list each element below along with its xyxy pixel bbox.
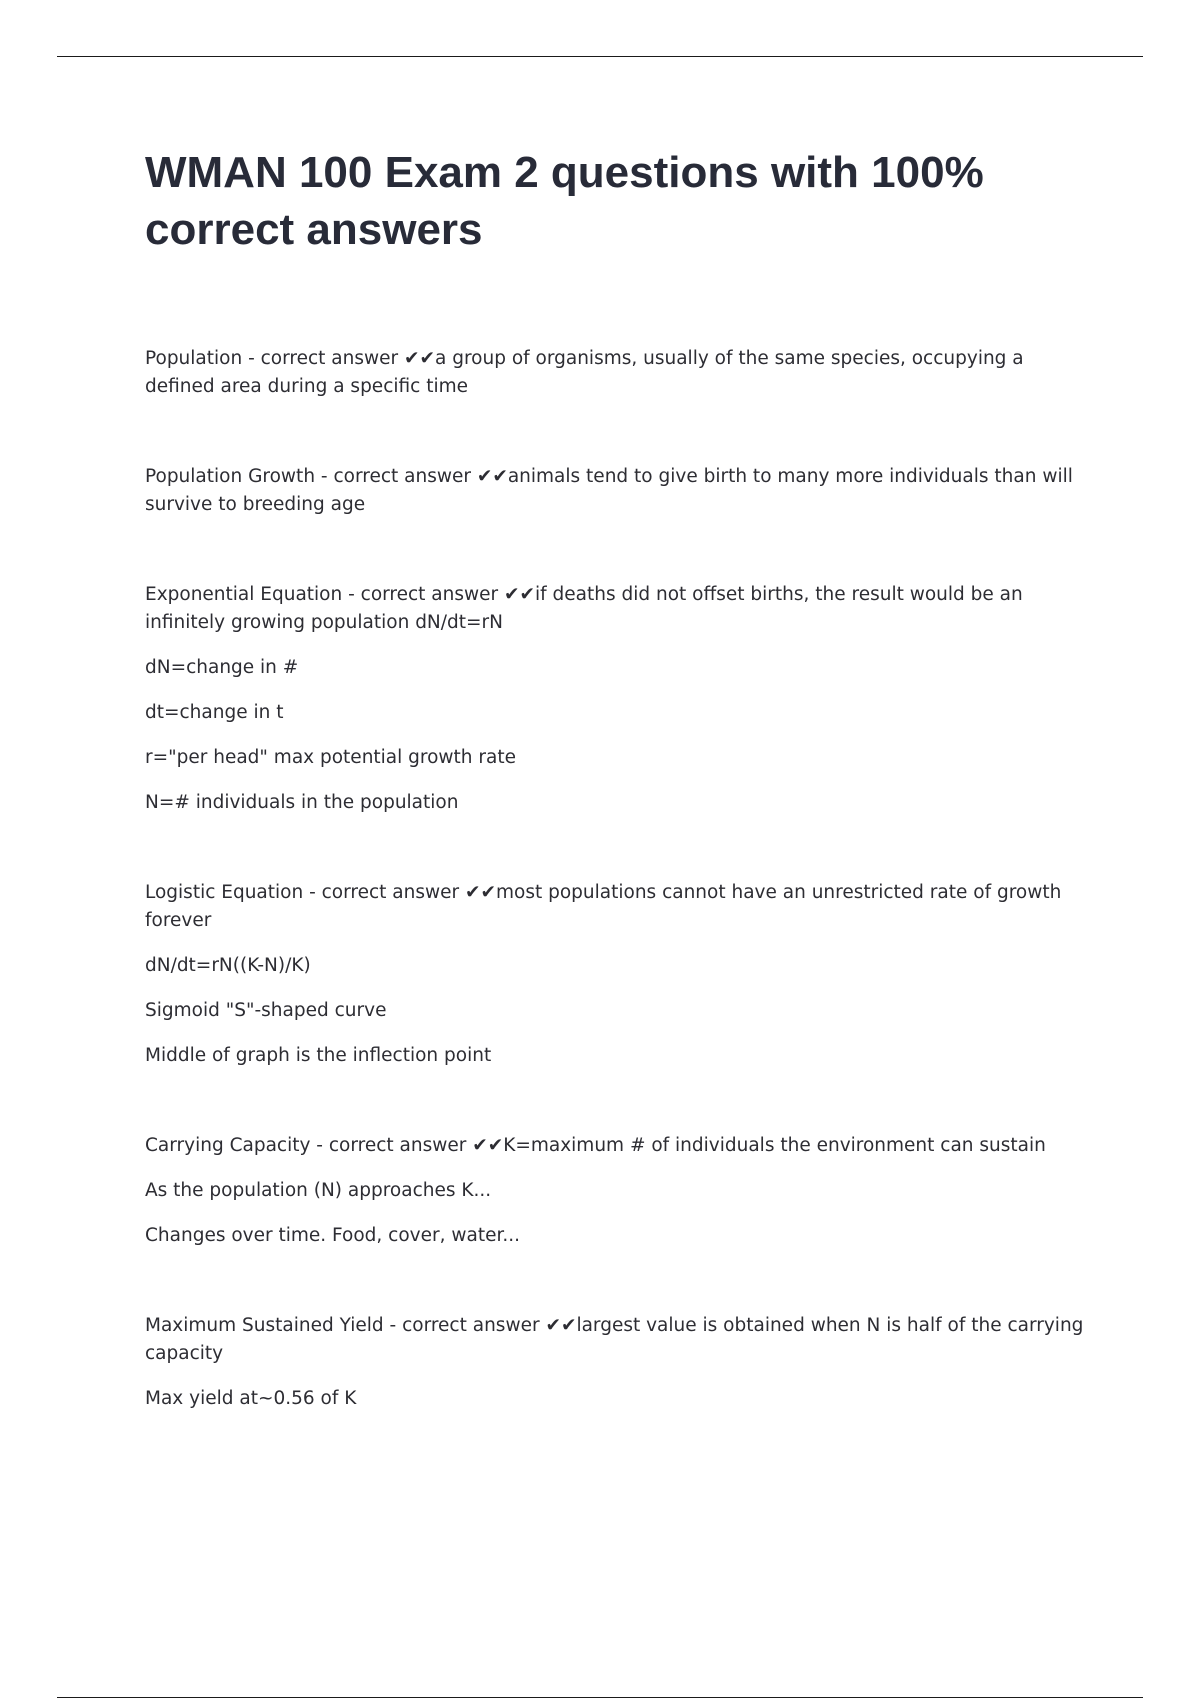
page-title: WMAN 100 Exam 2 questions with 100% correct answers xyxy=(145,148,984,254)
qa-question: Carrying Capacity - correct answer ✔✔K=maximum # of individuals the environment can sustain xyxy=(145,1135,1046,1156)
qa-detail: r="per head" max potential growth rate xyxy=(145,747,516,768)
qa-entry-logistic-equation xyxy=(145,879,1095,1070)
qa-list xyxy=(145,345,1095,1413)
qa-entry-maximum-sustained-yield xyxy=(145,1312,1095,1413)
qa-question: Population - correct answer ✔✔a group of organisms, usually of the same species, occupying a defined area during a specific time xyxy=(145,348,1024,397)
qa-detail: dN/dt=rN((K-N)/K) xyxy=(145,955,311,976)
bottom-divider xyxy=(57,1697,1143,1698)
qa-entry-population-growth xyxy=(145,463,1095,519)
qa-detail: Changes over time. Food, cover, water... xyxy=(145,1225,521,1246)
qa-detail: As the population (N) approaches K... xyxy=(145,1180,492,1201)
qa-entry-carrying-capacity xyxy=(145,1132,1095,1250)
qa-question: Exponential Equation - correct answer ✔✔if deaths did not offset births, the result would be an infinitely growing population dN/dt=rN xyxy=(145,584,1023,633)
top-divider xyxy=(57,56,1143,57)
qa-detail: dt=change in t xyxy=(145,702,284,723)
qa-question: Population Growth - correct answer ✔✔animals tend to give birth to many more individuals than will survive to breeding age xyxy=(145,466,1073,515)
qa-detail: dN=change in # xyxy=(145,657,299,678)
qa-entry-exponential-equation xyxy=(145,581,1095,817)
qa-detail: Max yield at~0.56 of K xyxy=(145,1388,357,1409)
qa-detail: N=# individuals in the population xyxy=(145,792,459,813)
qa-question: Logistic Equation - correct answer ✔✔most populations cannot have an unrestricted rate of growth forever xyxy=(145,882,1062,931)
qa-detail: Sigmoid "S"-shaped curve xyxy=(145,1000,387,1021)
qa-detail: Middle of graph is the inflection point xyxy=(145,1045,492,1066)
qa-entry-population xyxy=(145,345,1095,401)
qa-question: Maximum Sustained Yield - correct answer ✔✔largest value is obtained when N is half of the carrying capacity xyxy=(145,1315,1084,1364)
